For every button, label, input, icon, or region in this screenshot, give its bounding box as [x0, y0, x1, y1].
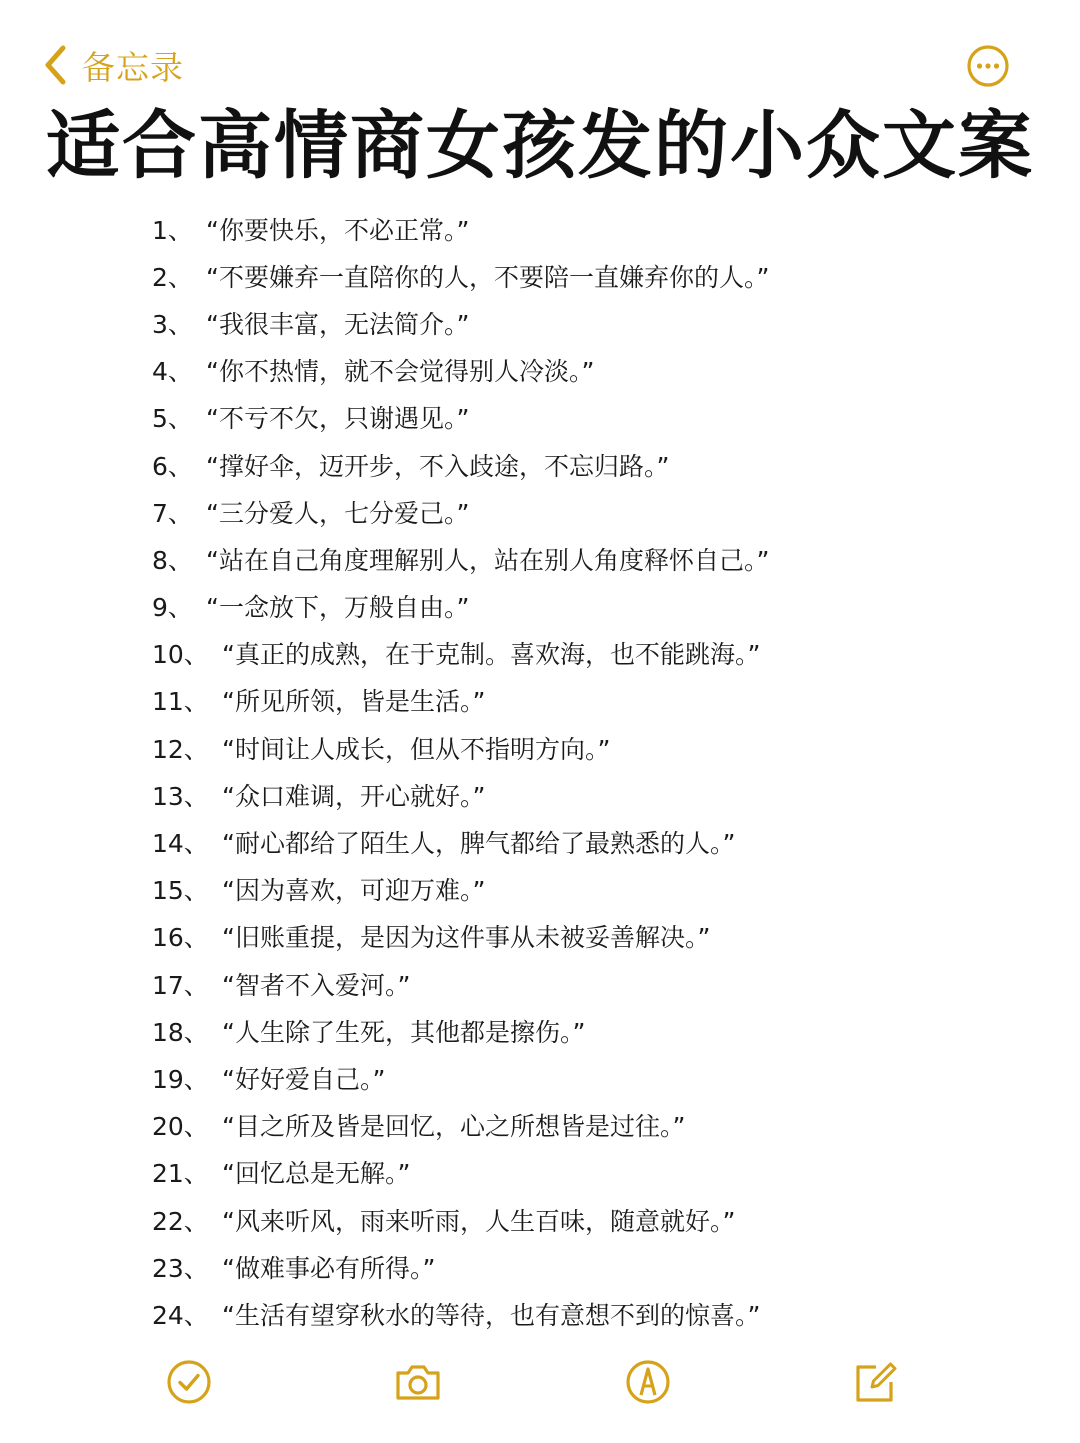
item-text: “风来听风，雨来听雨，人生百味，随意就好。” [222, 1206, 736, 1236]
compose-icon [850, 1356, 902, 1408]
item-number: 14、 [152, 829, 209, 859]
item-number: 3、 [152, 309, 193, 339]
item-number: 20、 [152, 1112, 209, 1142]
back-button[interactable] [42, 42, 184, 88]
list-item [152, 724, 769, 771]
camera-icon [392, 1356, 444, 1408]
item-text: “好好爱自己。” [222, 1064, 386, 1094]
item-number: 17、 [152, 970, 209, 1000]
markup-button[interactable] [622, 1356, 674, 1408]
item-number: 5、 [152, 404, 193, 434]
item-text: “你要快乐，不必正常。” [206, 215, 470, 245]
item-number: 18、 [152, 1017, 209, 1047]
item-text: “真正的成熟，在于克制。喜欢海，也不能跳海。” [222, 640, 761, 670]
list-item [152, 441, 769, 488]
list-item [152, 677, 769, 724]
list-item [152, 818, 769, 865]
item-number: 4、 [152, 357, 193, 387]
camera-button[interactable] [392, 1356, 444, 1408]
list-item [152, 583, 769, 630]
item-number: 10、 [152, 640, 209, 670]
item-number: 11、 [152, 687, 209, 717]
list-item [152, 913, 769, 960]
note-title: 适合高情商女孩发的小众文案 [46, 103, 1034, 189]
item-text: “目之所及皆是回忆，心之所想皆是过往。” [222, 1112, 686, 1142]
list-item [152, 1149, 769, 1196]
pen-tip-circle-icon [622, 1356, 674, 1408]
more-circle-icon [966, 73, 1010, 92]
item-number: 8、 [152, 545, 193, 575]
item-number: 7、 [152, 498, 193, 528]
item-text: “人生除了生死，其他都是擦伤。” [222, 1017, 586, 1047]
item-text: “时间让人成长，但从不指明方向。” [222, 734, 611, 764]
item-number: 23、 [152, 1253, 209, 1283]
list-item [152, 866, 769, 913]
item-text: “因为喜欢，可迎万难。” [222, 876, 486, 906]
list-item [152, 1007, 769, 1054]
item-text: “众口难调，开心就好。” [222, 781, 486, 811]
item-number: 22、 [152, 1206, 209, 1236]
list-item [152, 252, 769, 299]
item-text: “做难事必有所得。” [222, 1253, 436, 1283]
list-item [152, 960, 769, 1007]
item-text: “我很丰富，无法简介。” [206, 309, 470, 339]
list-item [152, 1243, 769, 1290]
item-number: 21、 [152, 1159, 209, 1189]
list-item [152, 1290, 769, 1337]
back-label: 备忘录 [82, 47, 184, 87]
list-item [152, 394, 769, 441]
checklist-button[interactable] [163, 1356, 215, 1408]
list-item [152, 347, 769, 394]
chevron-left-icon [42, 44, 68, 86]
item-number: 15、 [152, 876, 209, 906]
list-item [152, 1102, 769, 1149]
item-text: “你不热情，就不会觉得别人冷淡。” [206, 357, 595, 387]
item-number: 24、 [152, 1300, 209, 1330]
item-text: “三分爱人，七分爱己。” [206, 498, 470, 528]
quote-list [152, 205, 769, 1338]
item-number: 2、 [152, 262, 193, 292]
list-item [152, 299, 769, 346]
item-number: 19、 [152, 1064, 209, 1094]
list-item [152, 771, 769, 818]
item-number: 12、 [152, 734, 209, 764]
list-item [152, 630, 769, 677]
item-text: “生活有望穿秋水的等待，也有意想不到的惊喜。” [222, 1300, 761, 1330]
item-number: 1、 [152, 215, 193, 245]
item-number: 6、 [152, 451, 193, 481]
item-text: “旧账重提，是因为这件事从未被妥善解决。” [222, 923, 711, 953]
compose-button[interactable] [850, 1356, 902, 1408]
list-item [152, 1196, 769, 1243]
item-text: “耐心都给了陌生人，脾气都给了最熟悉的人。” [222, 829, 736, 859]
list-item [152, 488, 769, 535]
list-item [152, 205, 769, 252]
navigation-bar [0, 30, 1080, 100]
item-text: “智者不入爱河。” [222, 970, 411, 1000]
item-text: “撑好伞，迈开步，不入歧途，不忘归路。” [206, 451, 670, 481]
item-text: “站在自己角度理解别人，站在别人角度释怀自己。” [206, 545, 770, 575]
item-text: “不亏不欠，只谢遇见。” [206, 404, 470, 434]
checkmark-circle-icon [163, 1356, 215, 1408]
bottom-toolbar [0, 1352, 1080, 1416]
item-text: “一念放下，万般自由。” [206, 593, 470, 623]
item-text: “不要嫌弃一直陪你的人，不要陪一直嫌弃你的人。” [206, 262, 770, 292]
item-number: 16、 [152, 923, 209, 953]
item-text: “所见所领，皆是生活。” [222, 687, 486, 717]
list-item [152, 535, 769, 582]
more-button[interactable] [966, 44, 1010, 88]
item-number: 9、 [152, 593, 193, 623]
item-number: 13、 [152, 781, 209, 811]
list-item [152, 1054, 769, 1101]
item-text: “回忆总是无解。” [222, 1159, 411, 1189]
